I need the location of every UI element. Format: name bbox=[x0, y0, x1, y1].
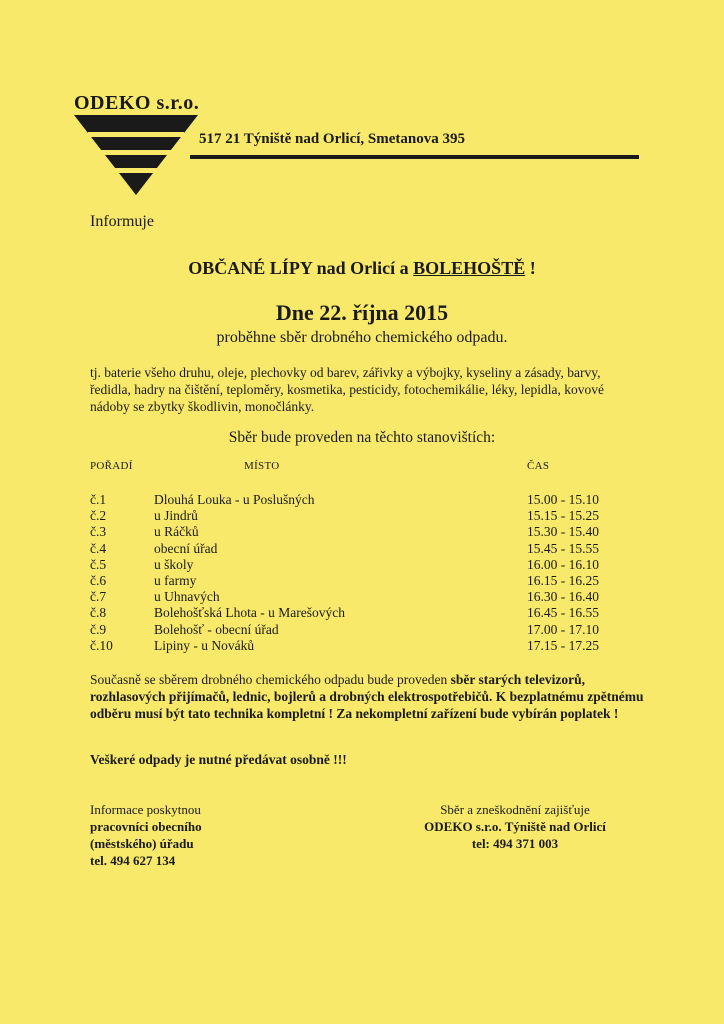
notice-bold: sběr starých televizorů, rozhlasových přijímačů, lednic, bojlerů a drobných elektrospotřebičů. K bezplatnému zpětnému odběru musí být tato technika kompletní ! Za nekompletní zařízení bude vybírán poplatek ! bbox=[90, 672, 644, 721]
stations-title: Sběr bude proveden na těchto stanovištích: bbox=[228, 429, 496, 446]
headline bbox=[0, 258, 724, 279]
schedule-table bbox=[90, 492, 650, 654]
row-place: Bolehošťská Lhota - u Marešových bbox=[154, 605, 345, 621]
footer-collector-contact bbox=[400, 801, 630, 852]
intro-text: Informuje bbox=[90, 213, 154, 230]
event-subtitle: proběhne sběr drobného chemického odpadu. bbox=[216, 329, 508, 346]
footer-left-line: pracovníci obecního bbox=[90, 819, 202, 834]
footer-right-line: Sběr a zneškodnění zajišťuje bbox=[440, 802, 590, 817]
row-place: u školy bbox=[154, 556, 194, 572]
waste-items bbox=[90, 364, 670, 415]
table-row bbox=[90, 557, 650, 573]
event-date: Dne 22. října 2015 bbox=[275, 300, 449, 325]
row-time: 17.15 - 17.25 bbox=[527, 637, 599, 653]
footer-left-line: (městského) úřadu bbox=[90, 836, 194, 851]
row-order: č.5 bbox=[90, 556, 107, 572]
header-divider bbox=[190, 155, 639, 159]
table-row bbox=[90, 605, 650, 621]
row-order: č.1 bbox=[90, 492, 107, 507]
table-row bbox=[90, 541, 650, 557]
row-order: č.3 bbox=[90, 524, 107, 540]
waste-items-line: nádoby se zbytky škodlivin, monočlánky. bbox=[90, 399, 315, 414]
row-order: č.6 bbox=[90, 572, 107, 588]
row-time: 16.45 - 16.55 bbox=[527, 605, 599, 621]
row-place: Lipiny - u Nováků bbox=[154, 637, 255, 653]
footer-right-line: ODEKO s.r.o. Týniště nad Orlicí bbox=[424, 819, 606, 834]
company-name: ODEKO s.r.o. bbox=[74, 92, 200, 114]
row-order: č.2 bbox=[90, 508, 107, 524]
row-time: 16.00 - 16.10 bbox=[527, 556, 599, 572]
table-row bbox=[90, 492, 650, 508]
footer-right-line: tel: 494 371 003 bbox=[471, 836, 559, 851]
row-time: 17.00 - 17.10 bbox=[527, 621, 599, 637]
row-place: obecní úřad bbox=[154, 540, 218, 556]
waste-items-line: tj. baterie všeho druhu, oleje, plechovky od barev, zářivky a výbojky, kyseliny a zásady, barvy, bbox=[90, 365, 601, 380]
row-place: u Jindrů bbox=[154, 508, 198, 524]
row-place: u farmy bbox=[154, 572, 197, 588]
company-logo bbox=[74, 115, 198, 197]
row-time: 15.30 - 15.40 bbox=[527, 524, 599, 540]
row-order: č.4 bbox=[90, 540, 107, 556]
electronics-notice bbox=[90, 671, 650, 722]
table-header-time: ČAS bbox=[527, 460, 550, 472]
row-time: 16.30 - 16.40 bbox=[527, 589, 599, 605]
headline-place: BOLEHOŠTĚ bbox=[413, 258, 526, 278]
row-order: č.9 bbox=[90, 621, 107, 637]
row-place: u Ráčků bbox=[154, 524, 199, 540]
company-address: 517 21 Týniště nad Orlicí, Smetanova 395 bbox=[199, 131, 465, 147]
row-order: č.7 bbox=[90, 589, 107, 605]
table-header-order: POŘADÍ bbox=[90, 460, 133, 472]
waste-items-line: ředidla, hadry na čištění, teploměry, kosmetika, pesticidy, fotochemikálie, léky, lepidla, kovové bbox=[90, 382, 604, 397]
table-row bbox=[90, 589, 650, 605]
table-row bbox=[90, 622, 650, 638]
row-time: 15.00 - 15.10 bbox=[527, 492, 599, 507]
row-place: Dlouhá Louka - u Poslušných bbox=[154, 492, 315, 507]
table-row bbox=[90, 524, 650, 540]
row-place: u Uhnavých bbox=[154, 589, 220, 605]
footer-left-line: tel. 494 627 134 bbox=[90, 853, 176, 868]
footer-left-line: Informace poskytnou bbox=[90, 802, 201, 817]
personal-handover-notice: Veškeré odpady je nutné předávat osobně !!! bbox=[90, 752, 347, 767]
row-order: č.10 bbox=[90, 637, 113, 653]
row-time: 15.15 - 15.25 bbox=[527, 508, 599, 524]
headline-part1: OBČANÉ LÍPY nad Orlicí a bbox=[188, 258, 414, 278]
table-header-place: MÍSTO bbox=[244, 460, 280, 472]
row-order: č.8 bbox=[90, 605, 107, 621]
table-row bbox=[90, 573, 650, 589]
table-row bbox=[90, 638, 650, 654]
row-time: 15.45 - 15.55 bbox=[527, 540, 599, 556]
table-row bbox=[90, 508, 650, 524]
notice-normal: Současně se sběrem drobného chemického odpadu bude proveden bbox=[90, 672, 451, 687]
row-time: 16.15 - 16.25 bbox=[527, 572, 599, 588]
headline-part3: ! bbox=[525, 258, 536, 278]
footer-info-contact bbox=[90, 801, 202, 869]
row-place: Bolehošť - obecní úřad bbox=[154, 621, 279, 637]
